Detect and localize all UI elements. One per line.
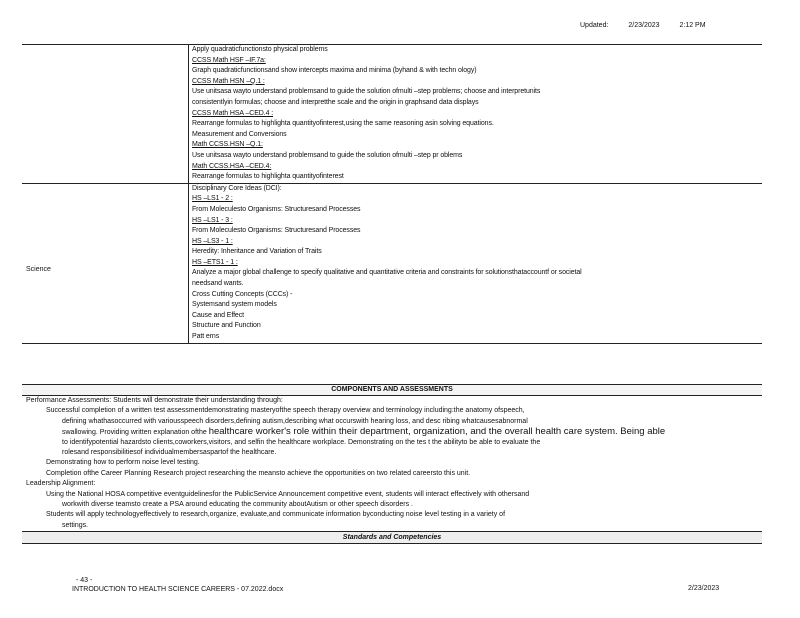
assessment-item-text: rolesand responsibilitiesof individualmembersaspartof the healthcare. xyxy=(62,448,277,456)
standard-text: Analyze a major global challenge to specify qualitative and quantitative criteria and constraints for solutionsthataccountf or societal xyxy=(192,269,582,277)
updated-time: 2:12 PM xyxy=(679,22,706,29)
standard-text: From Moleculesto Organisms: Structuresand Processes xyxy=(192,227,361,235)
math-row xyxy=(22,45,762,184)
leadership-list xyxy=(22,490,762,532)
standard-text: Rearrange formulas to highlighta quantityofinterest,using the same reasoning asin solving equations. xyxy=(192,120,494,128)
assessment-item-line xyxy=(22,448,762,458)
assessment-item-text: swallowing. Providing written explanation ofthe healthcare worker's role within their department, organization, and the overall health care system. Being able xyxy=(62,427,666,438)
standard-code: CCSS Math HSF –IF.7a: xyxy=(192,56,266,64)
assessment-item-text: workwith diverse teamsto create a PSA around educating the community aboutAutism or other speech disorders . xyxy=(62,500,413,508)
assessment-item-line xyxy=(22,427,762,437)
standard-code: HS –ETS1 - 1 : xyxy=(192,258,238,266)
updated-date: 2/23/2023 xyxy=(628,22,660,29)
standard-text: Cross Cutting Concepts (CCCs) - xyxy=(192,290,293,298)
components-title: COMPONENTS AND ASSESSMENTS xyxy=(22,385,762,396)
enlarged-text-fragment: healthcare worker's role within their department, organization, and the overall health care system. Being able xyxy=(208,427,666,438)
standard-code: Math CCSS.HSN –Q.1: xyxy=(192,141,263,149)
assessment-item-line xyxy=(22,406,762,416)
standard-text: Rearrange formulas to highlighta quantityofinterest xyxy=(192,173,344,181)
page-footer xyxy=(72,576,283,594)
assessment-item-line xyxy=(22,438,762,448)
assessment-item-line xyxy=(22,490,762,500)
assessment-item-line xyxy=(22,458,762,468)
standard-text: needsand wants. xyxy=(192,280,244,288)
footer-date: 2/23/2023 xyxy=(688,585,720,592)
assessment-item-line xyxy=(22,417,762,427)
standard-text: Disciplinary Core Ideas (DCI): xyxy=(192,184,282,192)
assessment-item-line xyxy=(22,521,762,531)
assessment-item-text: Completion ofthe Career Planning Research project researching the meansto achieve the opportunities on two related careersto this unit. xyxy=(46,469,471,477)
standard-text: Systemsand system models xyxy=(192,301,277,309)
standard-text: Structure and Function xyxy=(192,322,261,330)
assessment-item-text: settings. xyxy=(62,521,89,529)
leadership-heading: Leadership Alignment: xyxy=(26,480,96,488)
assessment-item-line xyxy=(22,469,762,479)
document-name: INTRODUCTION TO HEALTH SCIENCE CAREERS - 07.2022.docx xyxy=(72,586,284,593)
standard-code: CCSS Math HSN –Q.1 : xyxy=(192,77,265,85)
standards-table xyxy=(22,44,762,344)
assessment-item-text: defining whathasoccurred with variousspeech disorders,defining autism,describing what occurswith hearing loss, and desc ribing whatcausesabnormal xyxy=(62,417,528,425)
performance-list xyxy=(22,406,762,479)
standards-competencies-bar: Standards and Competencies xyxy=(22,531,762,543)
standard-text: From Moleculesto Organisms: Structuresand Processes xyxy=(192,205,361,213)
assessment-item-text: Students will apply technologyeffectively to research,organize, evaluate,and communicate information byconducting noise level testing in a variety of xyxy=(46,511,506,519)
performance-heading: Performance Assessments: Students will demonstrate their understanding through: xyxy=(26,397,283,404)
standard-text: Patt erns xyxy=(192,333,220,341)
standard-text: Heredity: Inheritance and Variation of Traits xyxy=(192,248,322,256)
assessment-item-line xyxy=(22,500,762,510)
science-standards-cell xyxy=(189,184,762,343)
standard-code: HS –LS1 - 3 : xyxy=(192,216,233,224)
standard-text: Use unitsasa wayto understand problemsand to guide the solution ofmulti –step pr oblems xyxy=(192,151,463,159)
standard-code: HS –LS1 - 2 : xyxy=(192,195,233,203)
updated-header xyxy=(580,22,724,29)
math-subject-cell xyxy=(22,45,189,183)
assessment-item-text: Using the National HOSA competitive eventguidelinesfor the PublicService Announcement competitive event, students will interact effectively with othersand xyxy=(46,490,530,498)
assessment-item-text: Demonstrating how to perform noise level testing. xyxy=(46,459,200,467)
science-subject-cell xyxy=(22,184,189,343)
math-standards-cell xyxy=(189,45,762,183)
components-section xyxy=(22,384,762,544)
standard-text: Apply quadraticfunctionsto physical problems xyxy=(192,46,328,53)
page-number: - 43 - xyxy=(76,577,93,584)
standard-text: Cause and Effect xyxy=(192,311,244,319)
standard-text: Graph quadraticfunctionsand show intercepts maxima and minima (byhand & with techn ology) xyxy=(192,67,477,75)
standard-code: Math CCSS.HSA –CED.4: xyxy=(192,162,272,170)
assessment-item-text: Successful completion of a written test assessmentdemonstrating masteryofthe speech therapy overview and terminology including:the anatomy ofspeech, xyxy=(46,407,525,415)
standard-text: Measurement and Conversions xyxy=(192,130,287,138)
science-row xyxy=(22,184,762,344)
standard-code: HS –LS3 - 1 : xyxy=(192,237,233,245)
science-label: Science xyxy=(26,265,51,273)
updated-label: Updated: xyxy=(580,22,609,29)
standard-text: consistentlyin formulas; choose and interpretthe scale and the origin in graphsand data displays xyxy=(192,98,479,106)
standard-code: CCSS Math HSA –CED.4 : xyxy=(192,109,274,117)
assessment-item-line xyxy=(22,510,762,520)
standard-text: Use unitsasa wayto understand problemsand to guide the solution ofmulti –step problems; choose and interpretunits xyxy=(192,88,541,96)
assessment-item-text: to identifypotential hazardsto clients,coworkers,visitors, and selfin the healthcare workplace. Demonstrating on the tes t the abilityto be able to evaluate the xyxy=(62,438,541,446)
